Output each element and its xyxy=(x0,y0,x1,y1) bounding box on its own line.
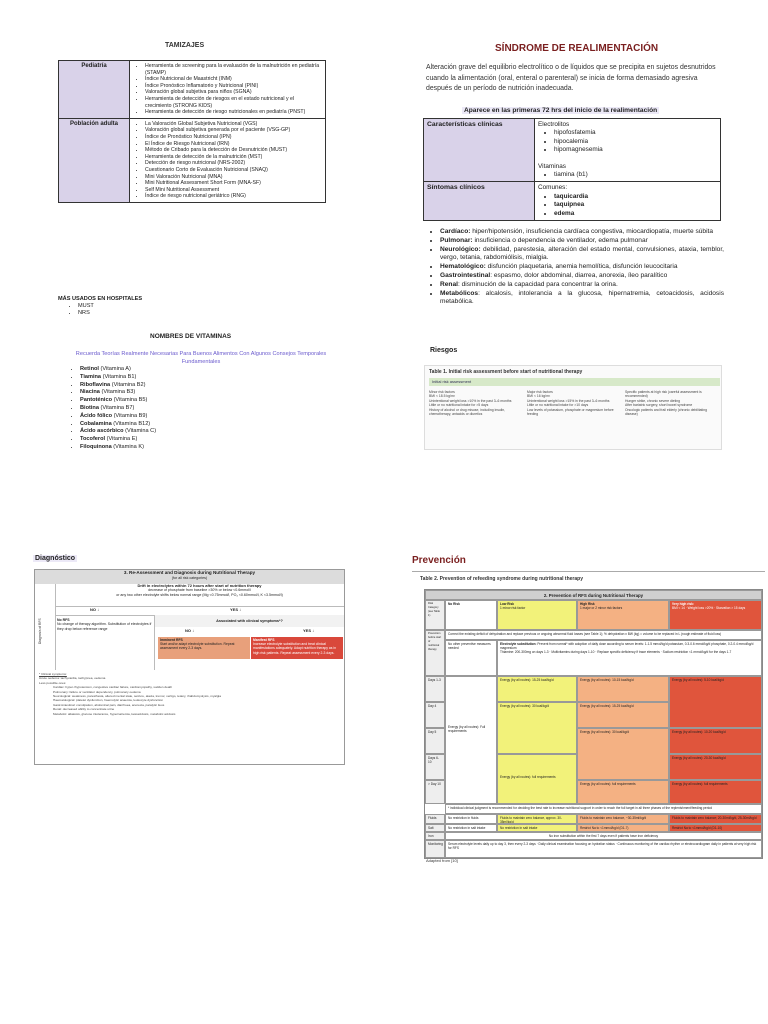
no-arrow: NO ↓ xyxy=(185,628,195,633)
symptoms-header: Síntomas clínicos xyxy=(424,182,535,221)
list-item: • Índice Pronóstico Inflamatorio y Nutricional (PINI) xyxy=(145,83,322,90)
vitamin-name: Filoquinona xyxy=(80,443,112,450)
list-item: • Self Mini Nutritional Assessment xyxy=(145,187,322,194)
organ-effect-item: • Neurológico: debilidad, parestesia, alteración del estado mental, convulsiones, ataxia, temblor, vergo, tetania, rabdomiólisis, mialgia. xyxy=(440,246,724,264)
risk-low-sub: 1 minor risk factor xyxy=(500,606,526,610)
diagnosis-notes xyxy=(39,672,339,716)
vitamins-label: Vitaminas xyxy=(538,162,566,170)
no-rfs-title: No RFS xyxy=(57,618,70,622)
risk-high-sub: 1 major or 2 minor risk factors xyxy=(580,606,623,610)
risk-table-caption: Table 1. Initial risk assessment before start of nutritional therapy xyxy=(429,369,583,375)
organ-label: Metabólicos xyxy=(440,289,479,297)
energy-low-2: Energy (by all routes): 30 kcal/kg/d xyxy=(497,702,577,754)
manifest-text: Increase electrolyte substitution and treat clinical manifestations adequately. Adapt nutrition therapy as in high risk patients. Repeat assessment every 2-3 days. xyxy=(253,642,337,655)
risk-high-cell xyxy=(577,600,669,630)
list-item: • MUST xyxy=(78,303,142,310)
note-line: Less possible ones: xyxy=(39,680,67,685)
iron-label: Iron xyxy=(425,832,445,840)
list-item: • Herramienta de screening para la evaluación de la malnutrición en pediatría (STAMP) xyxy=(145,63,322,76)
risk-column-minor: Minor risk factors BMI < 18.5 kg/m² Unintentional weight loss >10% in the past 3–6 months Little or no nutritional intake for >5 days History of alcohol or drug misuse, including insulin, chemotherapy, antacids or diuretics xyxy=(429,390,512,417)
clinical-features-cell xyxy=(535,119,721,182)
risk-table-image xyxy=(424,365,722,450)
note-line: Pulmonary: failure or ventilator dependency, pulmonary oedema xyxy=(53,689,141,694)
vitamin-name: Retinol xyxy=(80,366,99,372)
risk-vhigh-sub: BMI < 14 · Weight loss >20% · Starvation > 15 days xyxy=(672,606,746,610)
diagnosis-table-subtitle: (for all risk categories) xyxy=(171,576,208,580)
list-item: • hipomagnesemia xyxy=(554,146,717,154)
organ-effect-item: • Gastrointestinal: espasmo, dolor abdominal, diarrea, anorexia, íleo paralítico xyxy=(440,272,724,281)
fluids-label: Fluids xyxy=(425,814,445,824)
list-item: • Índice de riesgo nutricional geriátrico (RNG) xyxy=(145,193,322,200)
tamizaje-category: Población adulta xyxy=(59,118,130,202)
risk-vhigh: Very high risk: xyxy=(672,602,694,606)
organ-effect-item: • Hematológico: disfunción plaquetaria, anemia hemolítica, disfunción leucocitaria xyxy=(440,263,724,272)
thiamine-text: Thiamine: 200-300mg on days 1-3 · Multivitamins during days 1-10 · Replace specific deficiency if trace elements · Sodium restriction <1 mmol/kg/d for the days 1-7 xyxy=(500,650,732,654)
table-row xyxy=(424,119,721,182)
organ-effect-item: • Metabólicos: alcalosis, intolerancia a la glucosa, hipernatremia, cetoacidosis, acidosis metabólica. xyxy=(440,290,724,308)
organ-label: Hematológico: xyxy=(440,263,486,271)
risk-low: Low Risk xyxy=(500,602,514,606)
no-prevention: No other preventive measures needed xyxy=(445,640,497,676)
list-item: • edema xyxy=(554,210,717,218)
day-label: Days 1-3 xyxy=(425,676,445,702)
common-label: Comunes: xyxy=(538,184,568,192)
note-line: * Clinical symptoms: xyxy=(39,672,67,676)
list-item: • Herramienta de detección de riesgos en el estado nutricional y el crecimiento (STRONG KIDS) xyxy=(145,96,322,109)
imminent-title: Imminent RFS xyxy=(160,638,183,642)
electrolyte-title: Electrolyte substitution: xyxy=(500,642,537,646)
organ-label: Gastrointestinal xyxy=(440,271,491,279)
vitamin-item: • Niacina (Vitamina B3) xyxy=(80,389,156,397)
iron-text: No iron substitution within the first 7 days even if patients have iron deficiency xyxy=(445,832,762,840)
hospital-list xyxy=(58,296,142,318)
list-item: • hipofosfatemia xyxy=(554,129,717,137)
day-label: > Day 10 xyxy=(425,780,445,804)
vitamins-title: NOMBRES DE VITAMINAS xyxy=(150,333,232,340)
list-item: • Herramienta de detección de riesgo nutricionales en pediatría (PNST) xyxy=(145,109,322,116)
list-item: • Mini Valoración Nutricional (MNA) xyxy=(145,174,322,181)
list-item: • Índice Nutricional de Maastricht (INM) xyxy=(145,76,322,83)
list-item: • Detección de riesgo nutricional (NRS-2002) xyxy=(145,160,322,167)
fluids-no: No restriction in fluids xyxy=(445,814,497,824)
vitamin-name: Cobalamina xyxy=(80,420,112,427)
symptoms-cell xyxy=(535,182,721,221)
list-item: • NRS xyxy=(78,310,142,317)
tamizaje-items xyxy=(130,61,326,119)
risk-column-major: Major risk factors BMI < 16 kg/m² Unintentional weight loss >15% in the past 3–6 months Little or no nutritional intake for >10 days Low levels of potassium, phosphate or magnesium before feeding xyxy=(527,390,614,417)
clinical-features-header: Características clínicas xyxy=(424,119,535,182)
risk-vhigh-cell xyxy=(669,600,762,630)
energy-vhigh-1: Energy (by all routes): 5-10 kcal/kg/d xyxy=(669,676,762,728)
note-line: Acute oedema: tachycardia, tachypnea, oedema xyxy=(39,676,106,681)
question-line-1: decrease of phosphate from baseline >30% or below <0.6mmol/l xyxy=(148,588,251,593)
refeeding-definition: Alteración grave del equilibrio electrolítico o de líquidos que se precipita en sujetos desnutridos cuando la alimentación (oral, enteral o parenteral) se inicia de forma demasiado agresiva después de un período de nutrición inadecuada. xyxy=(426,64,716,92)
hospital-title: MÁS USADOS EN HOSPITALES xyxy=(58,296,143,302)
energy-high-4: Energy (by all routes): full requirements xyxy=(577,780,669,804)
organ-label: Neurológico: xyxy=(440,245,481,253)
list-item: • taquicardia xyxy=(554,193,717,201)
vitamin-name: Ácido fólico xyxy=(80,412,113,419)
note-line: Gastrointestinal: constipation, abdominal pain, diarrhoea, anorexia, paralytic ileus xyxy=(53,702,165,707)
energy-no-risk: Energy (by all routes): Full requirements xyxy=(445,676,497,804)
vitamin-name: Ácido ascórbico xyxy=(80,428,124,435)
prevention-footnote: * individual clinical judgment is recommended for deciding the best rate to increase nutritional support in order to reach the full target in all three phases of the replenishment/feeding period xyxy=(445,804,762,814)
list-item: • Índice de Pronóstico Nutricional (IPN) xyxy=(145,134,322,141)
list-item: • Cuestionario Corto de Evaluación Nutricional (SNAQ) xyxy=(145,167,322,174)
vitamin-item: • Riboflavina (Vitamina B2) xyxy=(80,382,156,390)
energy-high-2: Energy (by all routes): 15-25 kcal/kg/d xyxy=(577,702,669,728)
table-row xyxy=(59,118,326,202)
list-item: • Herramienta de detección de la malnutrición (MST) xyxy=(145,154,322,161)
organ-label: Renal xyxy=(440,280,458,288)
organ-effect-item: • Cardíaco: hiper/hipotensión, insuficiencia cardíaca congestiva, miocardiopatía, muerte súbita xyxy=(440,228,724,237)
vitamin-item: • Retinol (Vitamina A) xyxy=(80,366,156,374)
assoc-symptoms: Associated with clinical symptoms*? xyxy=(155,615,344,627)
risks-title: Riesgos xyxy=(430,347,458,354)
note-line: Metabolic: alkalosis, glucose intolerance, hypernatremia, ketoacidosis, metabolic acidosis xyxy=(53,711,176,716)
salt-vhigh: Restrict Na to <1mmol/kg/d (D1-10) xyxy=(669,824,762,832)
fluids-high: Fluids to maintain zero balance, ~30-35ml/kg/d xyxy=(577,814,669,824)
list-item: • Valoración global subjetiva generada por el paciente (VSG-GP) xyxy=(145,127,322,134)
vitamin-item: • Ácido ascórbico (Vitamina C) xyxy=(80,428,156,436)
electrolyte-text: Prevent from normal* with adoption of daily dose according to serum levels: 1-1.5 mmol/kg/d potassium, 0.3-0.6 mmol/kg/d phosphate, 0.2-0.4 mmol/kg/d magnesium xyxy=(500,642,754,650)
electrolyte-substitution xyxy=(497,640,762,676)
question-title: Drift in electrolytes within 72 hours after start of nutrition therapy xyxy=(137,583,262,588)
day-label: Days 6-10 xyxy=(425,754,445,780)
organ-label: Cardíaco: xyxy=(440,228,471,235)
diagnosis-side-label: Diagnosis of RFS xyxy=(38,618,42,644)
vitamin-name: Pantoténico xyxy=(80,397,113,404)
diagnosis-table-header xyxy=(35,570,344,584)
imminent-text: Start and/or adapt electrolyte substitution. Repeat assessment every 2-3 days. xyxy=(160,642,235,651)
list-item: • El Índice de Riesgo Nutricional (IRN) xyxy=(145,141,322,148)
vitamin-item: • Tocoferol (Vitamina E) xyxy=(80,436,156,444)
no-rfs-box xyxy=(55,615,155,670)
note-line: Cardiac: hyper-/hypotension, congestive cardiac failure, cardiomyopathy, sudden death xyxy=(53,685,173,690)
refeeding-subtitle: Aparece en las primeras 72 hrs del inicio de la realimentación xyxy=(464,107,658,114)
prevention-caption: Table 2. Prevention of refeeding syndrome during nutritional therapy xyxy=(420,576,583,582)
imminent-rfs-box xyxy=(158,637,250,659)
note-line: Neurological: weakness, paresthesia, altered mental state, seizure, ataxia, tremor, vertigo, tetany, rhabdomyolysis, myalgia xyxy=(53,694,221,699)
note-line: Haematological: platelet dysfunction, haemolytic anaemia, leukocyte dysfunction xyxy=(53,698,164,703)
energy-high-1: Energy (by all routes): 10-15 kcal/kg/d xyxy=(577,676,669,702)
list-item: • Método de Cribado para la detección de Desnutrición (MUST) xyxy=(145,147,322,154)
vitamin-name: Tocoferol xyxy=(80,436,106,443)
table-row xyxy=(424,182,721,221)
risk-table-header: Initial risk assessment xyxy=(429,378,720,386)
salt-low: No restriction in salt intake xyxy=(497,824,577,832)
clinical-table xyxy=(423,118,721,221)
side-prevention-label: Prevention before start of nutritional therapy xyxy=(425,630,445,676)
diagnosis-table-title: 3. Re-Assessment and Diagnosis during Nutritional Therapy xyxy=(123,570,256,575)
yes-arrow: YES ↓ xyxy=(303,628,315,633)
tamizajes-table xyxy=(58,60,326,203)
electrolytes-label: Electrolitos xyxy=(538,121,570,128)
manifest-title: Manifest RFS xyxy=(253,638,275,642)
vitamin-item: • Pantoténico (Vitamina B5) xyxy=(80,397,156,405)
salt-no: No restriction in salt intake xyxy=(445,824,497,832)
list-item: • hipocalemia xyxy=(554,138,717,146)
fluids-low: Fluids to maintain zero balance, approx. 30-35ml/kg/d xyxy=(497,814,577,824)
list-item: • Mini Nutritional Assessment Short Form (MNA-SF) xyxy=(145,180,322,187)
vitamin-name: Biotina xyxy=(80,404,99,411)
vitamin-item: • Ácido fólico (Vitamina B9) xyxy=(80,413,156,421)
risk-column-specific: Specific patients at high risk (careful assessment is recommended) Hunger strike, chronic severe dieting After bariatric surgery, short bowel syndrome Oncologic patients and frail elderly (chronic debilitating disease) xyxy=(625,390,707,417)
vitamin-item: • Biotina (Vitamina B7) xyxy=(80,405,156,413)
energy-high-3: Energy (by all routes): 30 kcal/kg/d xyxy=(577,728,669,780)
vitamin-item: • Filoquinona (Vitamina K) xyxy=(80,444,156,452)
organ-effect-item: • Pulmonar: insuficiencia o dependencia de ventilador, edema pulmonar xyxy=(440,237,724,246)
organ-label: Pulmonar: xyxy=(440,236,473,244)
fluids-vhigh: Fluids to maintain zero balance; 20-30ml/kg/d, 25-30ml/kg/d xyxy=(669,814,762,824)
prevention-table-image xyxy=(424,589,763,859)
vitamin-item: • Tiamina (Vitamina B1) xyxy=(80,374,156,382)
prevention-table-title: 2. Prevention of RFS during Nutritional Therapy xyxy=(425,590,762,600)
diagnosis-question xyxy=(55,584,344,607)
vitamin-item: • Cobalamina (Vitamina B12) xyxy=(80,421,156,429)
note-line: Renal: decreased ability to concentrate urine xyxy=(53,707,115,712)
organ-effects xyxy=(428,228,724,307)
energy-vhigh-4: Energy (by all routes): full requirements xyxy=(669,780,762,804)
list-item: • taquipnea xyxy=(554,201,717,209)
salt-label: Salt xyxy=(425,824,445,832)
risk-no-cell xyxy=(445,600,497,630)
yes-arrow: YES ↓ xyxy=(230,607,242,612)
vitamin-name: Riboflavina xyxy=(80,381,111,388)
table-row xyxy=(59,61,326,119)
no-rfs-text: No change of therapy algorithm. Substitution of electrolytes if they drop below reference range xyxy=(57,622,152,631)
energy-low-1: Energy (by all routes): 15-25 kcal/kg/d xyxy=(497,676,577,702)
list-item: • Valoración global subjetiva para niños (SGNA) xyxy=(145,89,322,96)
risk-low-cell xyxy=(497,600,577,630)
monitoring-text: Serum electrolyte levels daily up to day 3, then every 2-3 days · Daily clinical examination focusing on hydration status · Continuous monitoring of the cardiac rhythm or electrocardiogram daily in patients at very high risk for RFS xyxy=(445,840,762,858)
list-item: • tiamina (b1) xyxy=(554,171,717,179)
diagnosis-table-image xyxy=(34,569,345,765)
organ-effect-item: • Renal: disminución de la capacidad para concentrar la orina. xyxy=(440,281,724,290)
list-item: • La Valoración Global Subjetiva Nutricional (VGS) xyxy=(145,121,322,128)
day-label: Day 4 xyxy=(425,702,445,728)
risk-no: No Risk xyxy=(448,602,460,606)
tamizajes-title: TAMIZAJES xyxy=(165,42,205,49)
energy-low-3: Energy (by all routes): full requirements xyxy=(497,754,577,804)
question-line-2: or any two other electrolyte shifts below normal range (Mg <0.75mmol/l, PO₄ <0.60mmol/l, K <3.5mmol/l) xyxy=(116,592,283,597)
energy-vhigh-2: Energy (by all routes): 10-20 kcal/kg/d xyxy=(669,728,762,754)
no-arrow: NO ↓ xyxy=(90,607,100,612)
energy-vhigh-3: Energy (by all routes): 20-30 kcal/kg/d xyxy=(669,754,762,780)
divider xyxy=(412,571,765,572)
vitamins-mnemonic: Recuerda Teorías Realmente Necesarias Para Buenos Alimentos Con Algunos Consejos Temporales Fundamentales xyxy=(75,351,327,365)
diagnosis-side xyxy=(35,584,56,670)
manifest-rfs-box xyxy=(251,637,343,659)
side-risk-label: Risk Category (see Table 1) xyxy=(425,600,445,630)
correct-dehydration: Correct the existing deficit of dehydration and replace previous or ongoing abnormal fluid losses (see Table 1); % dehydration x BW (kg) = volume to be replaced in L (rough estimate of fluid loss) xyxy=(445,630,762,640)
tamizaje-items xyxy=(130,118,326,202)
vitamin-name: Tiamina xyxy=(80,373,102,380)
risk-high: High Risk xyxy=(580,602,595,606)
monitoring-label: Monitoring xyxy=(425,840,445,858)
refeeding-title: SÍNDROME DE REALIMENTACIÓN xyxy=(495,43,659,54)
prevention-title: Prevención xyxy=(412,555,466,566)
vitamins-list xyxy=(66,366,156,452)
vitamin-name: Niacina xyxy=(80,389,100,396)
tamizaje-category: Pediatría xyxy=(59,61,130,119)
adapted-from: Adapted from [10] xyxy=(426,858,458,863)
day-label: Day 5 xyxy=(425,728,445,754)
salt-high: Restrict Na to <1mmol/kg/d (D1-7) xyxy=(577,824,669,832)
diagnosis-title: Diagnóstico xyxy=(35,555,76,562)
